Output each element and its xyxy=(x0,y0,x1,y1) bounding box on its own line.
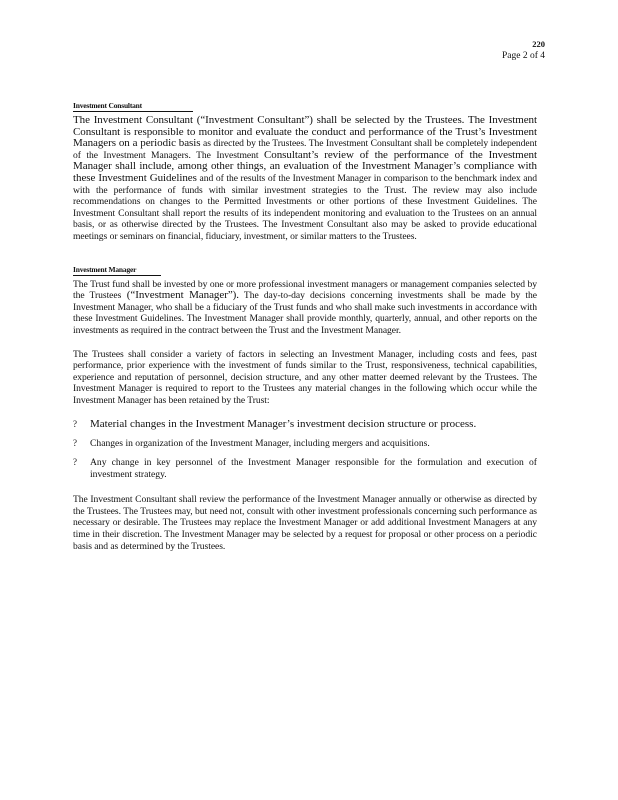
consultant-text-emphasis-2: Consultant’s review of the performance of the Investment Manager shall include, among other things, an evaluation of the Investment Manager’s compliance with these Investment Guidelines xyxy=(73,148,537,184)
document-number: 220 xyxy=(532,39,545,49)
manager-paragraph-3: The Investment Consultant shall review the performance of the Investment Manager annually or otherwise as directed by the Trustees. The Trustees may, but need not, consult with other investment professionals concerning such performance as necessary or desirable. The Trustees may replace the Investment Manager or add additional Investment Managers at any time in their discretion. The Investment Manager may be selected by a request for proposal or other process on a periodic basis and as determined by the Trustees. xyxy=(73,494,537,552)
document-body xyxy=(73,95,537,564)
material-changes-list xyxy=(73,418,537,480)
bullet-marker-icon: ? xyxy=(73,457,77,468)
list-item xyxy=(73,457,537,480)
consultant-text-mid: as directed by the Trustees. The Investment Consultant shall be completely independent of the Investment Managers. The Investment xyxy=(73,138,537,161)
section-heading-investment-manager: Investment Manager xyxy=(73,265,161,276)
consultant-text-tail: and of the results of the Investment Manager in comparison to the benchmark index and with the performance of funds with similar investment strategies to the Trust. The review may also include recommendations on changes to the Permitted Investments or other portions of these Investment Guidelines. The Investment Consultant shall report the results of its independent monitoring and evaluation to the Trustees on an annual basis, or as otherwise directed by the Trustees. The Investment Consultant also may be asked to provide educational meetings or seminars on financial, fiduciary, investment, or similar matters to the Trustees. xyxy=(73,172,537,242)
manager-text-emphasis: (“Investment Manager”). xyxy=(121,289,239,302)
list-item-text: Any change in key personnel of the Investment Manager responsible for the formulation and execution of investment strategy. xyxy=(90,457,537,480)
manager-paragraph-2: The Trustees shall consider a variety of factors in selecting an Investment Manager, including costs and fees, past performance, prior experience with the investment of funds similar to the Trust, responsiveness, technical capabilities, experience and reputation of personnel, decision structure, and any other matter deemed relevant by the Trustees. The Investment Manager is required to report to the Trustees any material changes in the following which occur while the Investment Manager has been retained by the Trust: xyxy=(73,348,537,406)
list-item xyxy=(73,438,537,450)
consultant-paragraph xyxy=(73,115,537,243)
consultant-text-emphasis-1: Trust’s Investment Managers on a periodic basis xyxy=(73,125,537,150)
list-item-text: Changes in organization of the Investment Manager, including mergers and acquisitions. xyxy=(90,438,430,450)
section-heading-investment-consultant: Investment Consultant xyxy=(73,101,193,112)
page-header xyxy=(502,38,545,62)
manager-text-lead: The Trust fund shall be invested by one or more professional investment managers or management companies selected by the Trustees xyxy=(73,278,537,302)
list-item xyxy=(73,418,537,431)
page-number: Page 2 of 4 xyxy=(501,51,545,61)
list-item-text: Material changes in the Investment Manager’s investment decision structure or process. xyxy=(90,418,477,431)
manager-text-tail: The day-to-day decisions concerning investments shall be made by the Investment Manager, who shall be a fiduciary of the Trust funds and who shall make such investments in accordance with these Investment Guidelines. The Investment Manager shall provide monthly, quarterly, annual, and other reports on the investments as required in the contract between the Trust and the Investment Manager. xyxy=(73,290,537,336)
bullet-marker-icon: ? xyxy=(73,419,77,430)
consultant-text-lead: The Investment Consultant (“Investment Consultant”) shall be selected by the Trustees. The Investment Consultant is responsible to monitor and evaluate the conduct and performance of the xyxy=(73,114,537,138)
bullet-marker-icon: ? xyxy=(73,438,77,449)
manager-paragraph-1 xyxy=(73,279,537,337)
